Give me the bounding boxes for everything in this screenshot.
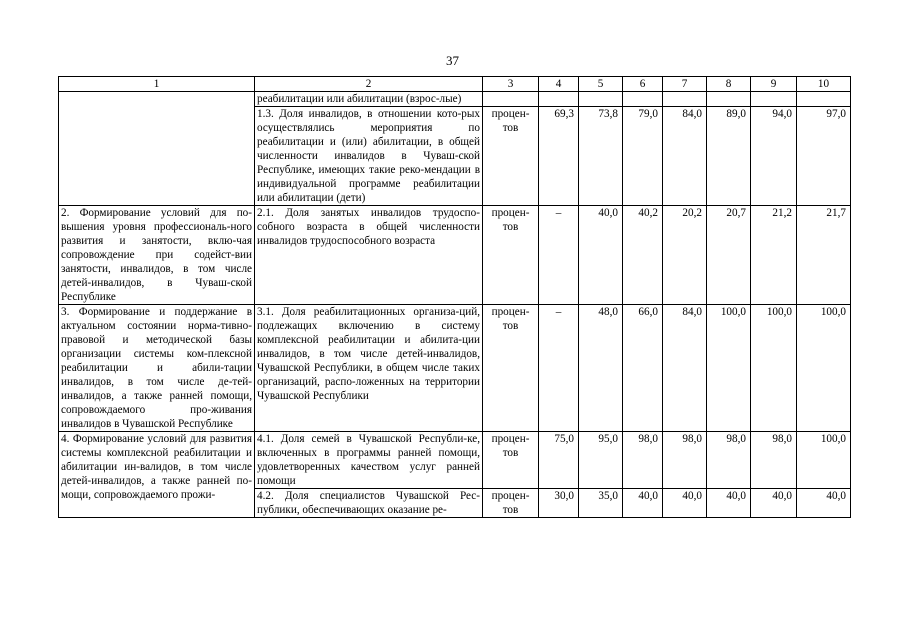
value-cell: 84,0 <box>663 305 707 432</box>
indicator-cell: 4.1. Доля семей в Чувашской Республи-ке, включенных в программы ранней помощи, удовлетворенных качеством услуг ранней помощи <box>255 432 483 489</box>
value-cell: 98,0 <box>663 432 707 489</box>
value-cell: 94,0 <box>751 107 797 206</box>
value-cell <box>579 92 623 107</box>
value-cell <box>751 92 797 107</box>
indicator-cell: 3.1. Доля реабилитационных организа-ций, подлежащих включению в систему комплексной реабилитации и абилита-ции инвалидов, в том числе детей-инвалидов, Чувашской Республики, в общем числе таких организаций, распо-ложенных на территории Чувашской Республики <box>255 305 483 432</box>
value-cell: 95,0 <box>579 432 623 489</box>
value-cell: 100,0 <box>797 305 851 432</box>
value-cell <box>623 92 663 107</box>
value-cell: 40,0 <box>751 489 797 518</box>
table-row <box>59 92 851 107</box>
value-cell: 66,0 <box>623 305 663 432</box>
unit-cell <box>483 92 539 107</box>
value-cell: 21,7 <box>797 206 851 305</box>
page-number: 37 <box>446 53 459 68</box>
value-cell: 89,0 <box>707 107 751 206</box>
value-cell: – <box>539 206 579 305</box>
value-cell: 75,0 <box>539 432 579 489</box>
column-header: 2 <box>255 77 483 92</box>
column-header: 1 <box>59 77 255 92</box>
goal-cell: 2. Формирование условий для по-вышения уровня профессиональ-ного развития и занятости, вклю-чая сопровождение при содейст-вии занятости, инвалидов, в том числе детей-инвалидов, в Чуваш-ской Республике <box>59 206 255 305</box>
unit-cell: процен-тов <box>483 107 539 206</box>
goal-cell: 4. Формирование условий для развития системы комплексной реабилитации и абилитации ин-валидов, в том числе детей-инвалидов, а также ранней по-мощи, сопровождаемого прожи- <box>59 432 255 518</box>
value-cell: 97,0 <box>797 107 851 206</box>
table-row <box>59 432 851 489</box>
value-cell: 84,0 <box>663 107 707 206</box>
value-cell: 98,0 <box>707 432 751 489</box>
value-cell: 100,0 <box>797 432 851 489</box>
value-cell: 48,0 <box>579 305 623 432</box>
value-cell: 40,0 <box>707 489 751 518</box>
column-header: 4 <box>539 77 579 92</box>
unit-cell: процен-тов <box>483 305 539 432</box>
value-cell: 20,2 <box>663 206 707 305</box>
table-header-row <box>59 77 851 92</box>
goal-cell <box>59 92 255 206</box>
value-cell: 30,0 <box>539 489 579 518</box>
value-cell <box>663 92 707 107</box>
column-header: 7 <box>663 77 707 92</box>
column-header: 5 <box>579 77 623 92</box>
value-cell: – <box>539 305 579 432</box>
indicator-cell: реабилитации или абилитации (взрос-лые) <box>255 92 483 107</box>
column-header: 10 <box>797 77 851 92</box>
indicator-cell: 1.3. Доля инвалидов, в отношении кото-рых осуществлялись мероприятия по реабилитации и (или) абилитации, в общей численности инвалидов в Чуваш-ской Республике, имеющих такие реко-мендации в индивидуальной программе реабилитации или абилитации (дети) <box>255 107 483 206</box>
column-header: 8 <box>707 77 751 92</box>
indicator-cell: 4.2. Доля специалистов Чувашской Рес-публики, обеспечивающих оказание ре- <box>255 489 483 518</box>
value-cell: 73,8 <box>579 107 623 206</box>
value-cell: 100,0 <box>751 305 797 432</box>
value-cell <box>707 92 751 107</box>
value-cell: 40,2 <box>623 206 663 305</box>
goal-cell: 3. Формирование и поддержание в актуальном состоянии норма-тивно-правовой и методической базы организации системы ком-плексной реабилитации и абили-тации инвалидов, в том числе де-тей-инвалидов, а также ранней помощи, сопровождаемого про-живания инвалидов в Чувашской Республике <box>59 305 255 432</box>
value-cell: 21,2 <box>751 206 797 305</box>
column-header: 6 <box>623 77 663 92</box>
value-cell <box>539 92 579 107</box>
unit-cell: процен-тов <box>483 432 539 489</box>
value-cell: 40,0 <box>579 206 623 305</box>
table-row <box>59 206 851 305</box>
value-cell: 40,0 <box>797 489 851 518</box>
value-cell: 98,0 <box>623 432 663 489</box>
column-header: 9 <box>751 77 797 92</box>
column-header: 3 <box>483 77 539 92</box>
value-cell <box>797 92 851 107</box>
value-cell: 40,0 <box>663 489 707 518</box>
value-cell: 40,0 <box>623 489 663 518</box>
value-cell: 35,0 <box>579 489 623 518</box>
value-cell: 98,0 <box>751 432 797 489</box>
value-cell: 20,7 <box>707 206 751 305</box>
indicators-table <box>58 76 851 518</box>
value-cell: 69,3 <box>539 107 579 206</box>
value-cell: 79,0 <box>623 107 663 206</box>
unit-cell: процен-тов <box>483 206 539 305</box>
table-row <box>59 305 851 432</box>
unit-cell: процен-тов <box>483 489 539 518</box>
value-cell: 100,0 <box>707 305 751 432</box>
indicator-cell: 2.1. Доля занятых инвалидов трудоспо-собного возраста в общей численности инвалидов трудоспособного возраста <box>255 206 483 305</box>
